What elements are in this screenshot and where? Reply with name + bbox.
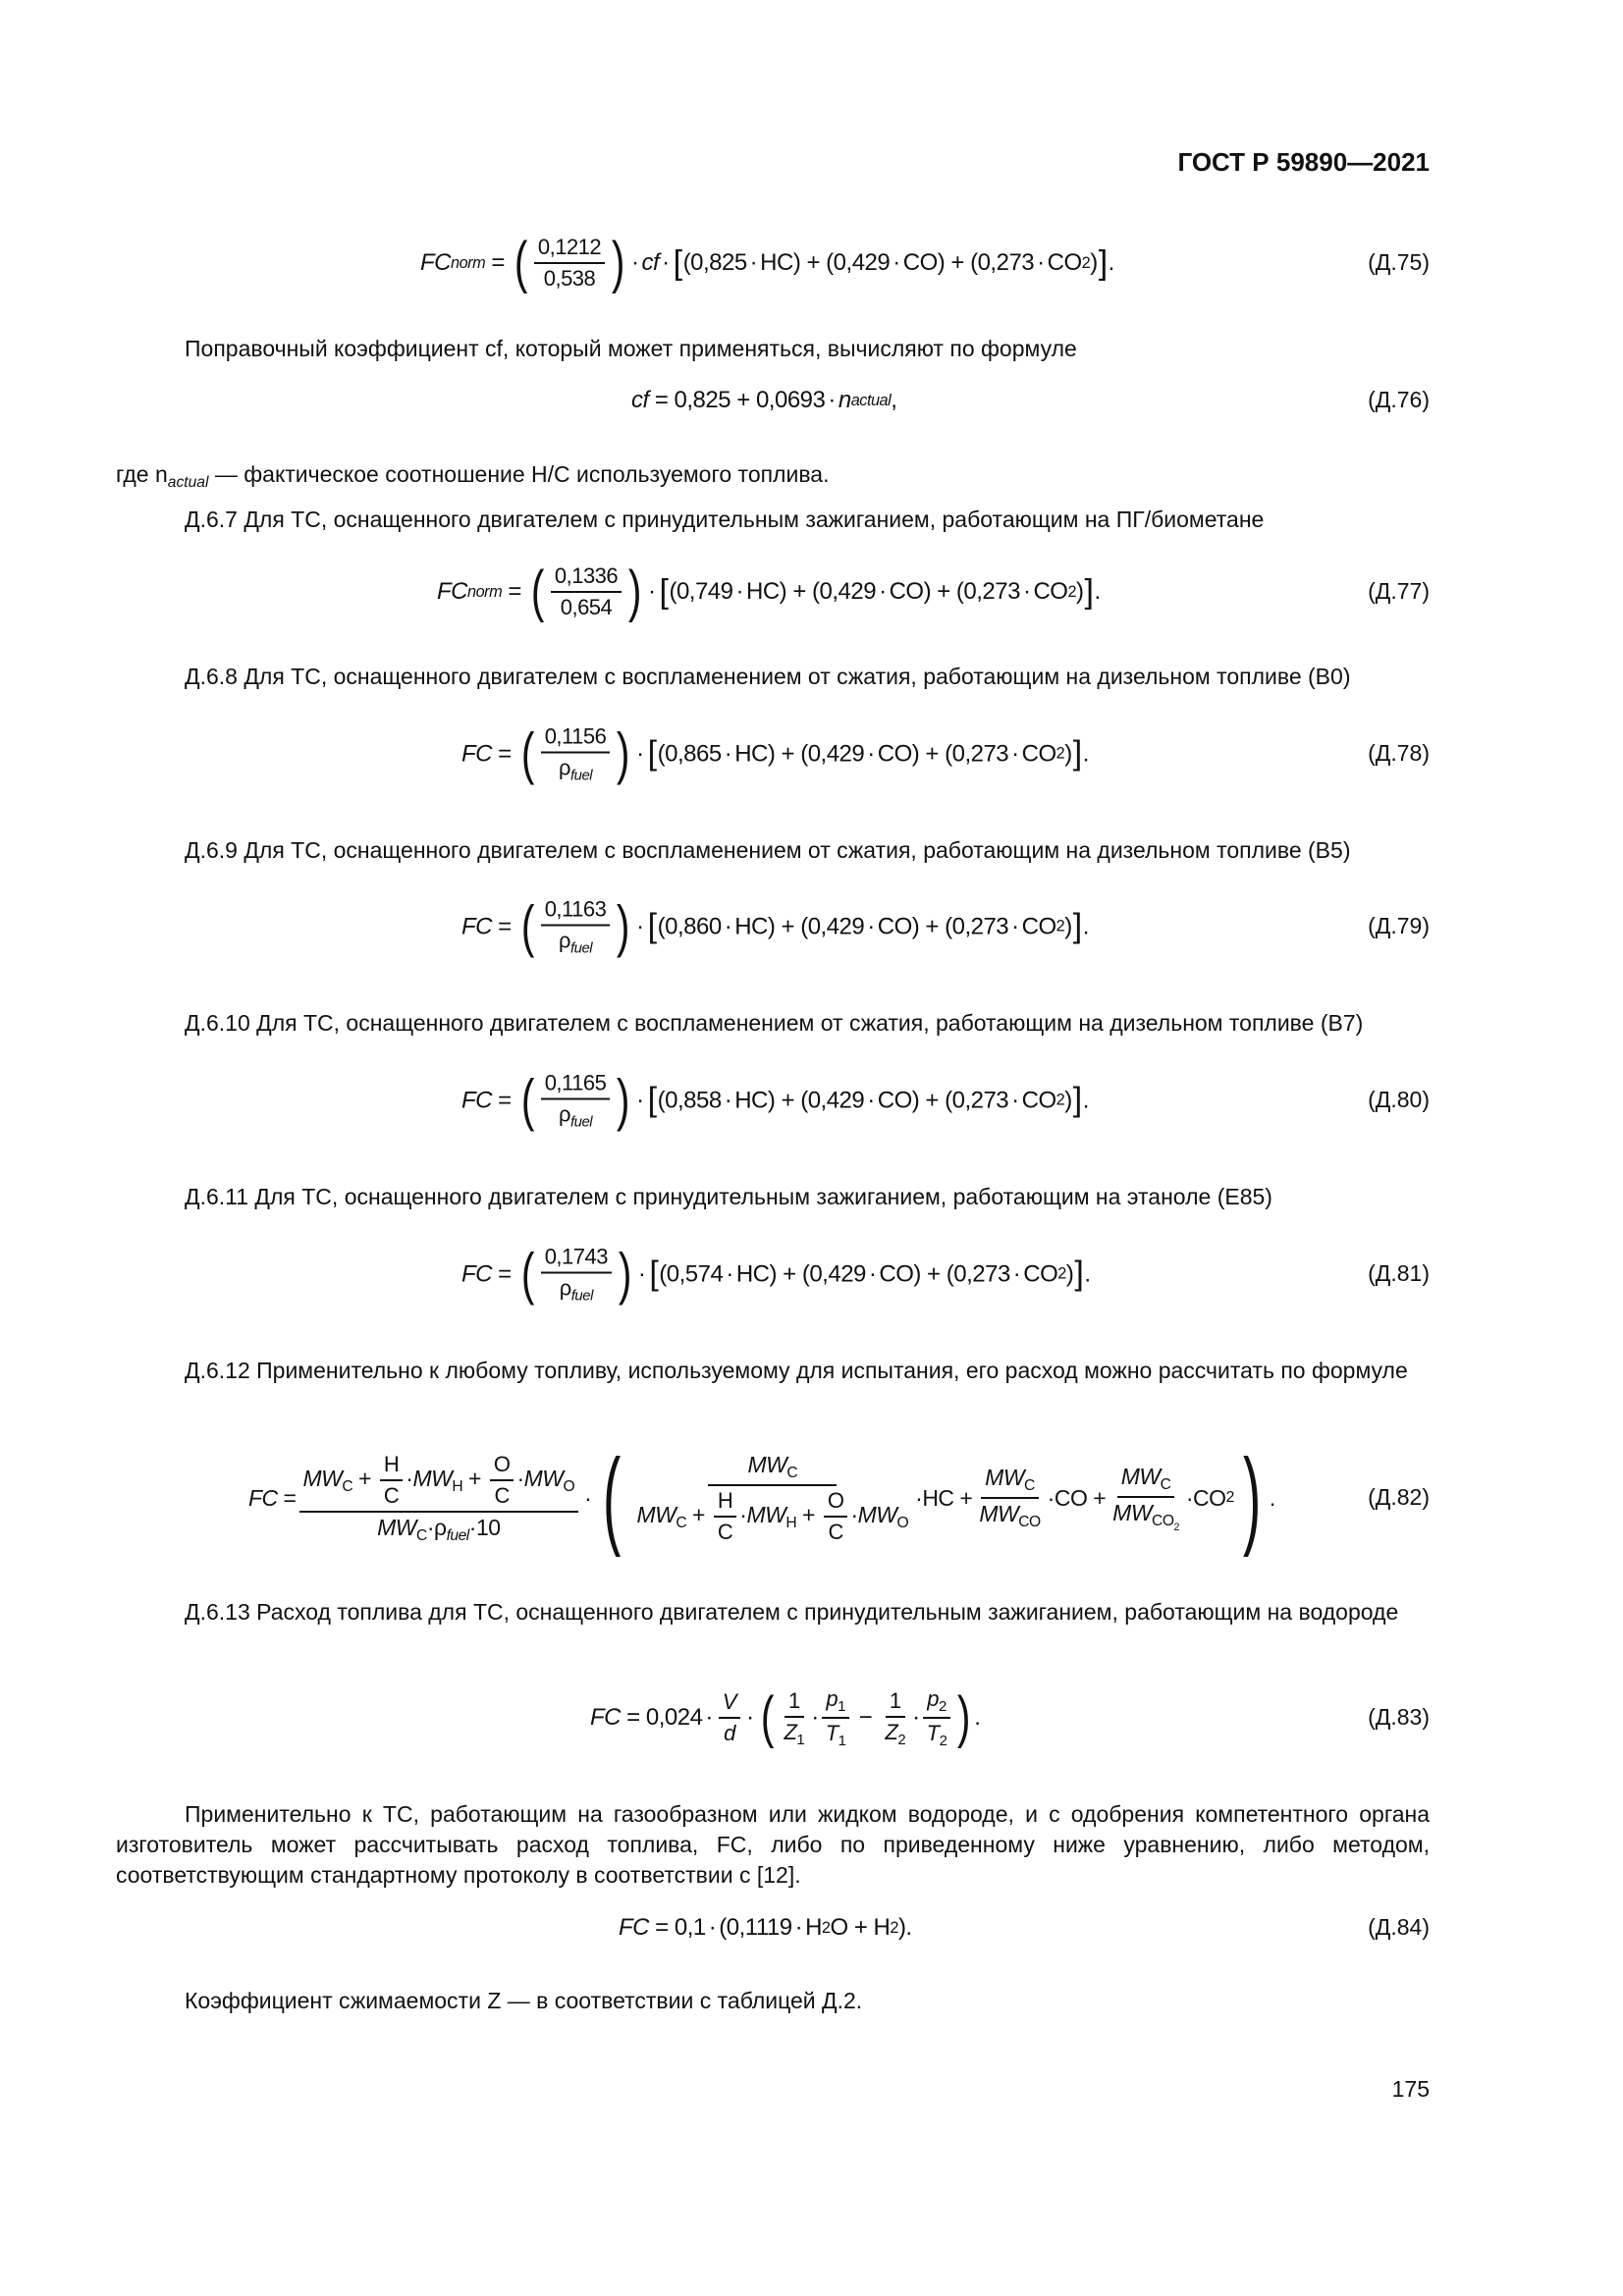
equation-number: (Д.77)	[1368, 578, 1430, 604]
equation-number: (Д.78)	[1368, 740, 1430, 766]
paragraph-d6-7: Д.6.7 Для ТС, оснащенного двигателем с принудительным зажиганием, работающим на ПГ/биометане	[185, 507, 1265, 532]
document-id: ГОСТ Р 59890—2021	[1177, 147, 1430, 177]
paragraph-d6-10: Д.6.10 Для ТС, оснащенного двигателем с воспламенением от сжатия, работающим на дизельном топливе (В7)	[185, 1010, 1364, 1036]
paragraph-cf: Поправочный коэффициент cf, который может применяться, вычисляют по формуле	[185, 336, 1077, 361]
equation-d84: FC = 0,1 · ( 0,1119 · H 2 O + H 2 ). (Д.84)	[619, 1914, 1430, 1941]
paragraph-d6-13: Д.6.13 Расход топлива для ТС, оснащенного двигателем с принудительным зажиганием, работающим на водороде	[185, 1599, 1399, 1625]
equation-d75: FC norm = ( $\frac{0,1212}{0,538}$ ) · cf · [ ( 0,825 · HC) + ( 0,429 · CO) + ( 0,273 · CO 2 ) ] . (Д.75)	[420, 231, 1430, 294]
equation-number: (Д.82)	[1368, 1484, 1430, 1510]
equation-d78: FC = ( $\frac{0,1156}{\rho_{fuel}}$ ) · [ ( 0,865 · HC) + ( 0,429 · CO) + ( 0,273 · CO 2 ) ] . (Д.78)	[461, 721, 1430, 785]
equation-d76: cf = 0,825 + 0,0693 · n actual , (Д.76)	[631, 387, 1430, 413]
paragraph-z: Коэффициент сжимаемости Z — в соответствии с таблицей Д.2.	[185, 1988, 863, 2013]
equation-d77: FC norm = ( $\frac{0,1336}{0,654}$ ) · [ ( 0,749 · HC) + ( 0,429 · CO) + ( 0,273 · CO 2 ) ] . (Д.77)	[437, 560, 1430, 623]
equation-number: (Д.79)	[1368, 913, 1430, 938]
equation-number: (Д.81)	[1368, 1260, 1430, 1286]
paragraph-d6-11: Д.6.11 Для ТС, оснащенного двигателем с принудительным зажиганием, работающим на этаноле (Е85)	[185, 1184, 1272, 1209]
equation-number: (Д.76)	[1368, 387, 1430, 412]
paragraph-d6-8: Д.6.8 Для ТС, оснащенного двигателем с воспламенением от сжатия, работающим на дизельном топливе (В0)	[185, 664, 1351, 689]
equation-number: (Д.84)	[1368, 1914, 1430, 1940]
equation-d82: FC = $MW_C$ + $\frac{H}{C}$ $\cdot MW_H$ + $\frac{O}{C}$ $\cdot MW_O$ $MW_C\cdot\rho_{fuel}\cdot 10$ · ( $MW_C$ $MW_C$ + $\frac{H}{C}$ $\cdot MW_H$ + $\frac{O}{C}$ $\cdot MW_O$ ·HC + $\frac{MW_C}{MW_{CO}}$ ·CO + $\frac{MW_C}{MW_{CO_2}}$ ·CO 2 ) . (Д.82)	[248, 1437, 1430, 1558]
paragraph-d6-12: Д.6.12 Применительно к любому топливу, используемому для испытания, его расход можно рассчитать по формуле	[185, 1358, 1408, 1383]
equation-d80: FC = ( $\frac{0,1165}{\rho_{fuel}}$ ) · [ ( 0,858 · HC) + ( 0,429 · CO) + ( 0,273 · CO 2 ) ] . (Д.80)	[461, 1068, 1430, 1132]
paragraph-where: где $n_{actual}$ — фактическое соотношение H/C используемого топлива.	[116, 461, 830, 491]
equation-number: (Д.80)	[1368, 1087, 1430, 1112]
paragraph-hydrogen: Применительно к ТС, работающим на газообразном или жидком водороде, и с одобрения компетентного органа изготовитель может рассчитывать расход топлива, FC, либо по приведенному ниже уравнению, либо методом, соответствующим стандартному протоколу в соответствии с [12].	[116, 1801, 1430, 1888]
paragraph-d6-9: Д.6.9 Для ТС, оснащенного двигателем с воспламенением от сжатия, работающим на дизельном топливе (В5)	[185, 837, 1351, 863]
equation-number: (Д.75)	[1368, 249, 1430, 275]
page-number: 175	[1391, 2076, 1430, 2102]
equation-number: (Д.83)	[1368, 1704, 1430, 1730]
equation-d81: FC = ( $\frac{0,1743}{\rho_{fuel}}$ ) · [ ( 0,574 · HC) + ( 0,429 · CO) + ( 0,273 · CO 2 ) ] . (Д.81)	[461, 1242, 1430, 1306]
equation-d79: FC = ( $\frac{0,1163}{\rho_{fuel}}$ ) · [ ( 0,860 · HC) + ( 0,429 · CO) + ( 0,273 · CO 2 ) ] . (Д.79)	[461, 894, 1430, 958]
equation-d83: FC = 0,024 · $\frac{V}{d}$ · ( $\frac{1}{Z_1}$ · $\frac{p_1}{T_1}$ − $\frac{1}{Z_2}$ · $\frac{p_2}{T_2}$ ) . (Д.83)	[590, 1685, 1430, 1749]
